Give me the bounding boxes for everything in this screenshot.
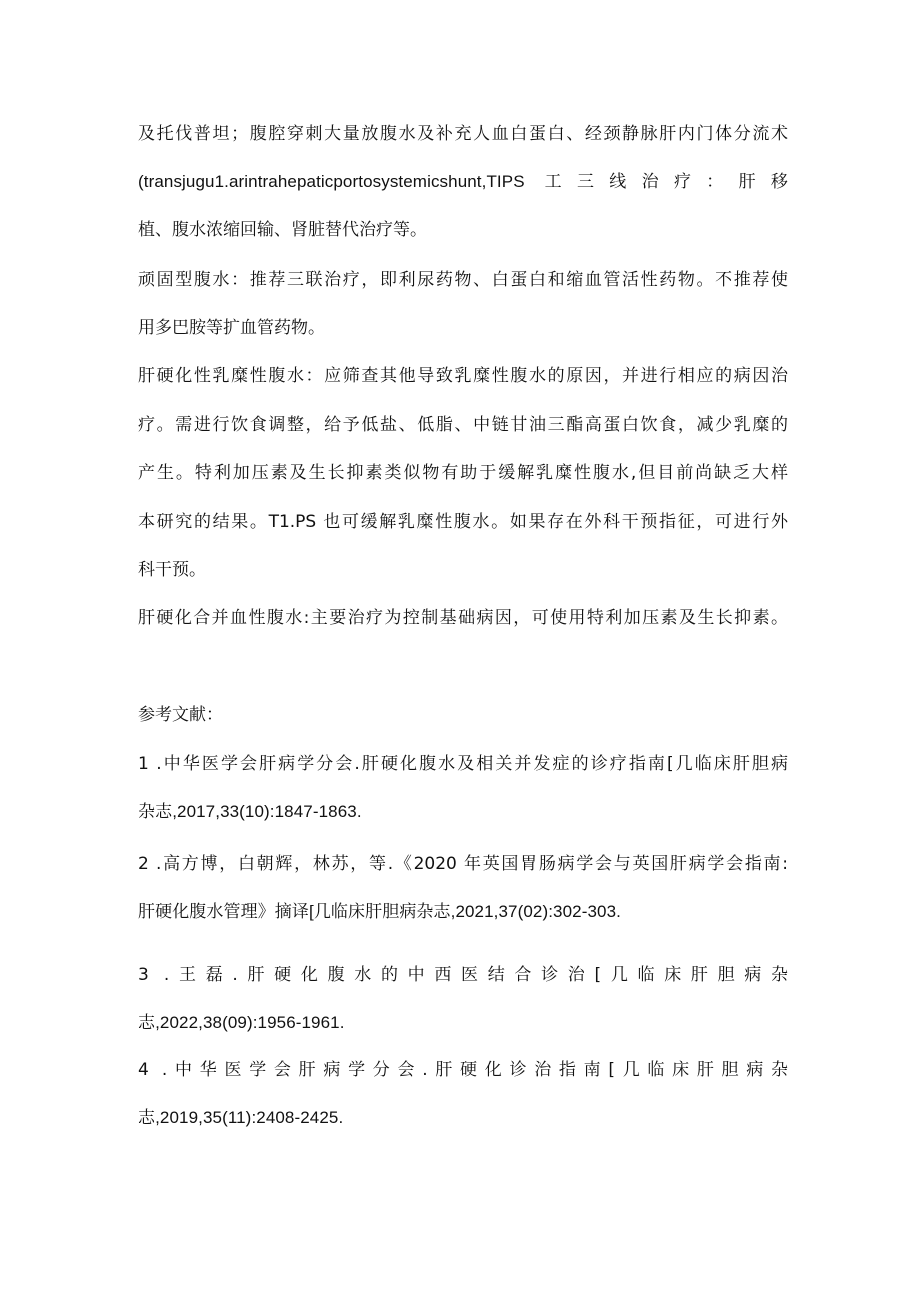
paragraph-3-line-5: 科干预。 xyxy=(138,560,206,580)
paragraph-4-line-1: 肝硬化合并血性腹水:主要治疗为控制基础病因，可使用特利加压素及生长抑素。 xyxy=(138,608,788,628)
paragraph-3-line-3: 产生。特利加压素及生长抑素类似物有助于缓解乳糜性腹水,但目前尚缺乏大样 xyxy=(138,463,788,483)
paragraph-3-line-4: 本研究的结果。T1.PS 也可缓解乳糜性腹水。如果存在外科干预指征，可进行外 xyxy=(138,512,788,532)
reference-3-line-2: 志,2022,38(09):1956-1961. xyxy=(138,1013,345,1032)
reference-4-line-2: 志,2019,35(11):2408-2425. xyxy=(138,1108,344,1127)
reference-3-line-1: 3 .王磊.肝硬化腹水的中西医结合诊治[几临床肝胆病杂 xyxy=(138,965,788,985)
references-heading: 参考文献： xyxy=(138,705,223,725)
paragraph-2-line-1: 顽固型腹水：推荐三联治疗，即利尿药物、白蛋白和缩血管活性药物。不推荐使 xyxy=(138,270,788,290)
paragraph-1-line-2: (transjugu1.arintrahepaticportosystemicshunt,TIPS 工三线治疗：肝移 xyxy=(138,172,788,191)
paragraph-3-line-2: 疗。需进行饮食调整，给予低盐、低脂、中链甘油三酯高蛋白饮食，减少乳糜的 xyxy=(138,415,788,435)
reference-2-line-2: 肝硬化腹水管理》摘译[几临床肝胆病杂志,2021,37(02):302-303. xyxy=(138,902,621,921)
reference-1-line-2: 杂志,2017,33(10):1847-1863. xyxy=(138,802,362,821)
paragraph-1-line-1: 及托伐普坦；腹腔穿刺大量放腹水及补充人血白蛋白、经颈静脉肝内门体分流术 xyxy=(138,124,788,144)
reference-2-line-1: 2 .高方博，白朝辉，林苏，等.《2020 年英国胃肠病学会与英国肝病学会指南: xyxy=(138,854,788,874)
paragraph-2-line-2: 用多巴胺等扩血管药物。 xyxy=(138,318,325,338)
reference-1-line-1: 1 .中华医学会肝病学分会.肝硬化腹水及相关并发症的诊疗指南[几临床肝胆病 xyxy=(138,754,788,774)
paragraph-1-line-3: 植、腹水浓缩回输、肾脏替代治疗等。 xyxy=(138,220,427,240)
reference-4-line-1: 4 .中华医学会肝病学分会.肝硬化诊治指南[几临床肝胆病杂 xyxy=(138,1060,788,1080)
paragraph-3-line-1: 肝硬化性乳糜性腹水：应筛查其他导致乳糜性腹水的原因，并进行相应的病因治 xyxy=(138,366,788,386)
